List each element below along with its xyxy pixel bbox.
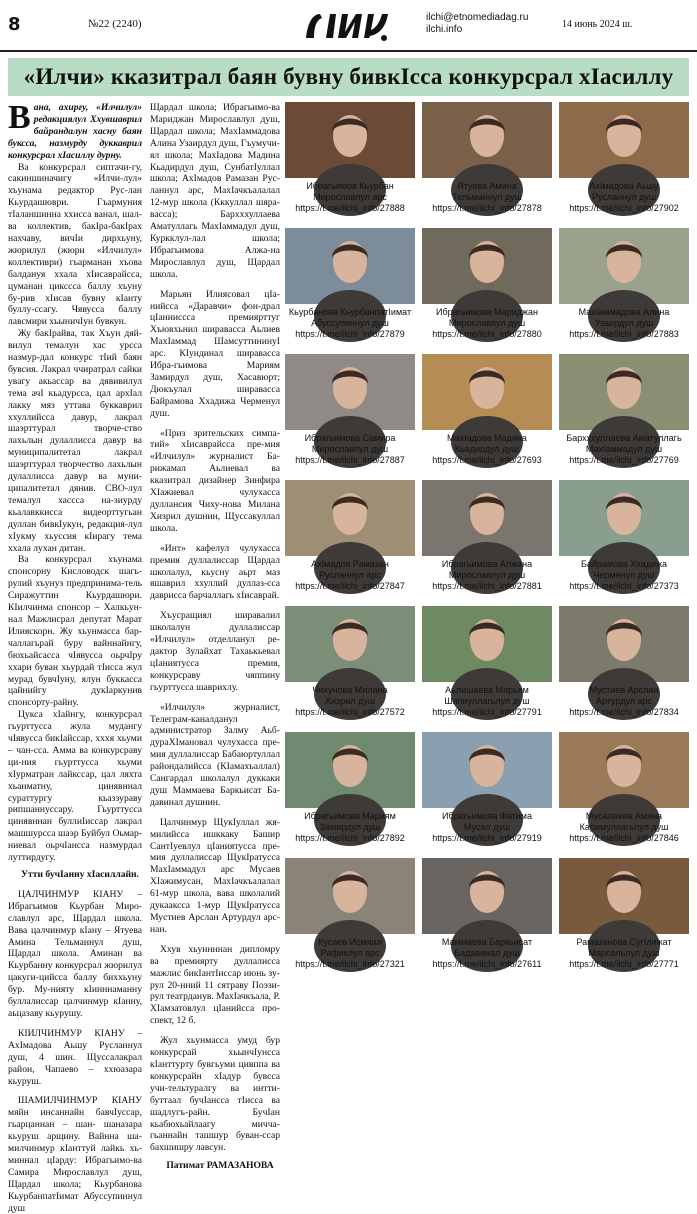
video-link[interactable]: https://t.me/ilchi_info/27902: [569, 203, 679, 213]
participant-card: [559, 606, 689, 730]
participant-photo: [559, 858, 689, 934]
participant-name: Ибрагьимова Алжана: [441, 559, 533, 569]
participant-caption: [559, 937, 689, 970]
participant-patronymic: Хизрил душ: [325, 696, 375, 706]
participant-patronymic: Каримуллагьлул душ: [579, 822, 669, 832]
participant-name: Маммаева Баркьисат: [441, 937, 533, 947]
participant-caption: [559, 685, 689, 718]
participant-card: [422, 102, 552, 226]
participant-photo: [285, 606, 415, 682]
participant-caption: [559, 181, 689, 214]
first-place-paragraph: ЦАЛЧИНМУР КӀАНУ – Ибрагьимов Кьурбан Миро-славлул арс, Щардал школа. Вава цалчинмур кӀану – Ятуева Амина Тельманнул душ, Щардал школа. Аминан ва Кьурбанну конкурсрал жюрилул цакуги-цийсса баллу биххьуну бур. Му-нияту кӀинннаманну буллалиссар цалчинмур кӀанну, аьцазаву кьурушу.: [8, 888, 142, 1019]
drop-cap: В: [8, 99, 31, 136]
paragraph: «Илчилул» журналист, Телеграм-каналданул администратор Залму Аьб-дураХӀмановал чулухасса пре-мия дуллалиссар Бабаюртуллал райондалийсса (КӀамахъаллал) Сангардал школалул дуккаки душ Маммаева Баркьисат Ба-давинал душнин.: [150, 701, 280, 808]
paragraph: Жул хьунмасса умуд бур конкурсрай хьынчӀунсса кӀанттурту бувгьуми цивппа ва конкурсрайн хӀадур бувсса учи-тельтуралгу ва интти-буттаал бучӀансса тӀисса ва шадлугъ-райн. БучӀан кьабюхьайлаагу мичча-гьаннайн ташшур буван-ссар бахшишру лавсун.: [150, 1035, 280, 1154]
participant-name: Бархххуллаева Аматуллагь: [566, 433, 682, 443]
participant-photo: [285, 354, 415, 430]
participant-card: [285, 480, 415, 604]
participant-photo: [422, 732, 552, 808]
participant-name: Байрамова Ххадижа: [580, 559, 668, 569]
video-link[interactable]: https://t.me/ilchi_info/27771: [569, 959, 679, 969]
participant-caption: [422, 433, 552, 466]
participant-caption: [422, 559, 552, 592]
participant-caption: [422, 181, 552, 214]
participant-caption: [422, 685, 552, 718]
participant-card: [559, 858, 689, 982]
participant-patronymic: Абуссупиннул душ: [311, 318, 389, 328]
participant-name: Рамазанова СугӀлижат: [576, 937, 672, 947]
participant-name: АхӀмадов Рамазан: [311, 559, 389, 569]
participant-patronymic: Шапиуллагьлул душ: [444, 696, 530, 706]
participant-name: Кьурбанова КьурбанпатӀимат: [288, 307, 412, 317]
participant-card: [559, 480, 689, 604]
video-link[interactable]: https://t.me/ilchi_info/27878: [432, 203, 542, 213]
participant-patronymic: Кьадирдул душ: [454, 444, 520, 454]
participant-name: МахӀадова Мадина: [447, 433, 527, 443]
paragraph: Ва конкурсрал хъунама спонсорну Кисловодск шагь-рулий хъунуз предпринима-тель Сиражуттин Кьурдашюри. КӀилчинма спонсор – Халкьун-нал Мажлисрал депутат Марат Илияскорн. Жу хьунмасса бар-чаллагьрай буру вайннайнгу, бюхьайсасса чӀявусса оьрчӀру ххари буван хьурдай тӀисса жул мурад бувчӀуну, ялун буккасса цайнийгу дукӀаркунив спонсорту-райну.: [8, 554, 142, 709]
participant-patronymic: Узаирдул душ: [594, 318, 654, 328]
participant-photo: [559, 228, 689, 304]
video-link[interactable]: https://t.me/ilchi_info/27834: [569, 707, 679, 717]
participant-photo: [422, 606, 552, 682]
participant-photo: [285, 480, 415, 556]
paragraph: Цалчинмур ЩукӀуллал жя-милийсса ишккаку Башир СантӀуевлул цӀаниятусса пре-мия дуллалиссар ЩукӀратусса МахӀаммадул арс Мусаев ХӀажимусан, МахӀачкъалалал 61-мур школа, вава школалий дукааксса 1-мур ЩукӀратусса Мустиев Арслан Артурдул арс-нан.: [150, 816, 280, 935]
article-lead: ана, ахирғу, «Илчилул» редакциялул Ххувшаврил байрандалун хасну баян буксса, назмурду дуккаврил конкурсрал хӀасиллу дурну.: [8, 102, 142, 161]
video-link[interactable]: https://t.me/ilchi_info/27791: [432, 707, 542, 717]
video-link[interactable]: https://t.me/ilchi_info/27883: [569, 329, 679, 339]
participant-card: [285, 858, 415, 982]
second-place-paragraph: КӀИЛЧИНМУР КӀАНУ – АхӀмадова Аьшу Русланнул душ, 4 шин. Щуссалакрал район, Чапаево – ххюазара кьуруш.: [8, 1027, 142, 1087]
participant-patronymic: Артурдул арс: [595, 696, 653, 706]
participant-caption: [285, 685, 415, 718]
participant-photo: [422, 354, 552, 430]
participant-caption: [422, 307, 552, 340]
participant-patronymic: Мирославлул душ: [448, 570, 526, 580]
participant-name: Мусалаева Амина: [585, 811, 663, 821]
participant-caption: [559, 559, 689, 592]
article-column-2: [150, 102, 281, 1172]
site-text: ilchi.info: [426, 24, 463, 35]
video-link[interactable]: https://t.me/ilchi_info/27880: [432, 329, 542, 339]
participant-patronymic: Замирдул душ: [319, 822, 381, 832]
participant-patronymic: Рафиклул арс: [320, 948, 380, 958]
third-place-paragraph: ШАМИЛЧИНМУР КӀАНУ мяйн инсаннайн бавчӀуссар, гьарцаннан – шан- шаназара кьуруш арщину. Вайнна ша-милчинмур кӀанттуй лайкь хь-миннал цӀарду: Ибрагьимо-ва Самира Мирославлул душ, Щардал школа; Кьурбанова КьурбанпатӀимат Абуссупиннул душ: [8, 1095, 142, 1214]
page-number: 8: [8, 14, 21, 35]
participant-patronymic: Мусал душ: [463, 822, 511, 832]
video-link[interactable]: https://t.me/ilchi_info/27888: [295, 203, 405, 213]
participant-photo: [559, 480, 689, 556]
participant-card: [422, 606, 552, 730]
video-link[interactable]: https://t.me/ilchi_info/27846: [569, 833, 679, 843]
participant-card: [559, 102, 689, 226]
participant-name: АхӀмадова Аьшу: [589, 181, 659, 191]
video-link[interactable]: https://t.me/ilchi_info/27611: [432, 959, 542, 969]
participant-card: [422, 354, 552, 478]
paragraph: Щардал школа; Ибрагьимо-ва Мариджан Мирославлул душ, Щардал школа; МахӀаммадова Алина Узаирдул душ, Гъумучи-ял школа; МахӀадова Мадина Кьадирдул душ, СунбатӀуллал школа; АхӀмадов Рамазан Рус-ланнул арс, МахӀачкъалалал 12-мур школа (Кккуллал шяра-васса); Бархххуллаева Аматуллагь МахӀаммадул душ, Куркклул-лал школа; Ибрагьимова Алжа-на Мирославлул душ, Щардал школа.: [150, 102, 280, 280]
participant-caption: [285, 559, 415, 592]
paragraph: Хъусращиял ширавалил школалун дуллалиссар «Илчилул» отделланул ре-дактор Зулайхат Тахаькьевал цӀаниятусса премия, конкурсраву чяппину гьурттусса шаврихлу.: [150, 610, 280, 693]
headline: «Илчи» кказитрал баян бувну бивкӀсса конкурсрал хӀасиллу: [23, 64, 674, 89]
paragraph: Марьян Илиясовал цӀа-нийсса «Даравчи» фон-драл цӀанииссса премиярттуг Хъювхьнил ширавасса Аьлиев МахӀаммад ШамсуттининуӀ арс. КӀундинал ширавасса Ибра-гьимова Мариям Замирдул душ, Хасавюрт; Дюкъулал ширавасса Байрамова Ххадижа Черменул душ.: [150, 288, 280, 419]
participant-patronymic: Русланнул душ: [591, 192, 657, 202]
participant-name: Кусаев Исмяил: [318, 937, 382, 947]
participant-caption: [422, 811, 552, 844]
participant-caption: [559, 433, 689, 466]
participant-photo: [285, 102, 415, 178]
paragraph: Цукса хӀайнгу, конкурсрал гьурттусса жула мудангу чӀявусса бикӀайссар, хххя хьуми – чан-сса. Амма ва конкурсраву ци-ния гьурттусса хьуми хӀурматран лайкссар, цал ляхта хьанматну, цинявннал сураттургу кьаззураву рипшаннуссару. Гьурттусса цинявннан буллиӀиссар лакрал машшурсса шаэр Буйбул Оьмар-ниевал оьрчӀансса назмурдал луттирдугу.: [8, 709, 142, 864]
participant-caption: [285, 307, 415, 340]
participant-name: Ибрагьимов Кьурбан: [306, 181, 394, 191]
participant-photo: [559, 354, 689, 430]
participant-card: [285, 228, 415, 352]
video-link[interactable]: https://t.me/ilchi_info/27881: [432, 581, 542, 591]
video-link[interactable]: https://t.me/ilchi_info/27892: [295, 833, 405, 843]
author-signature: Патимат РАМАЗАНОВА: [166, 1160, 274, 1172]
participant-name: Ибрагьимова Мариям: [304, 811, 396, 821]
paragraph: «Инт» кафелул чулухасса премия дуллалиссар Щардал школалул, кьусну аьрт маз яшаврил ххуллий дуллаз-сса даврисса барчаллагь хӀисаврай.: [150, 542, 280, 602]
participant-photo: [285, 228, 415, 304]
participant-card: [559, 732, 689, 856]
participant-card: [559, 354, 689, 478]
issue-date: 14 июнь 2024 ш.: [562, 19, 633, 30]
participant-photo: [559, 606, 689, 682]
participant-name: Чихунова Милана: [312, 685, 388, 695]
paragraph: Ва конкурсрал сиптачи-гу, сакиншиначигу «Илчи-лул» хъунама редактор Рус-лан Кьурдашюври. Гъармуния тӀаланшинна ххисса ванал, шал-ва коллектив, бакӀра-бакӀрах нахчаву, вичӀи дирхьуну, жюрилул (жюри «Илчилул» коллективри) гьарманан хъова балдануя ххала хӀисаврайсса, цуманан цикссса баллу хъуну бу-рив хӀисав бувну кӀанту буллу-ссагу. Чявусса баллу лавсмири хьыничӀун бувкун.: [8, 161, 142, 328]
participant-photo: [559, 102, 689, 178]
video-link[interactable]: https://t.me/ilchi_info/27847: [295, 581, 405, 591]
participant-patronymic: Мирославлул душ: [311, 444, 389, 454]
email-text: ilchi@etnomediadag.ru: [426, 12, 529, 23]
participant-photo: [422, 102, 552, 178]
article-column-1: [8, 99, 142, 1214]
video-link[interactable]: https://t.me/ilchi_info/27373: [569, 581, 679, 591]
participant-patronymic: Тельманнул душ: [452, 192, 522, 202]
participant-name: Ибрагьимова Мариджан: [436, 307, 538, 317]
participant-name: Ибрагьимова Самира: [304, 433, 396, 443]
paragraph: Жу бакӀрайва, так Хъун дяй-вилул темалун хас урсса назмур-дал конкурс тӀий баян бувсия. Лакрал ччиратрал сайки увагу акьассар ва дявивилул тема ачӀ кьадурсса, цал архӀал лакку мяз уттава буккаврил ххуллийсса давур, лакрал шаэрттурал творче-ство лахьлын дулаллисса давур ва муниципалитетал лакрал шаэрттурал творчество лахьлын дулаллисса давур ва муни-ципалитетал дянив. СВО-лул темалул хассса на-зиурду кьалавккисса видеорттугьан дуллан бивкӀукун, редакция-лул хӀукму хьусcия кӀирагу тема ххала лухан дитан.: [8, 328, 142, 554]
participant-patronymic: Марсельлул душ: [588, 948, 660, 958]
participant-photo: [422, 858, 552, 934]
paragraph: «Приз зрительских симпа-тий» хӀисаврайсса пре-мия «Илчилул» журналист Ба-рижамал Аьлиевал ва кказитрал дизайнер Зинфира ХӀажиевал чулухасса дуллансия Чиху-нова Милана Хизрил душнин, Щуссакуллал школа.: [150, 427, 280, 534]
video-link[interactable]: https://t.me/ilchi_info/27572: [295, 707, 405, 717]
participant-patronymic: МахӀаммадул душ: [585, 444, 663, 454]
participant-caption: [285, 937, 415, 970]
participant-patronymic: Бадавинал душ: [454, 948, 520, 958]
participant-caption: [559, 307, 689, 340]
participant-caption: [285, 811, 415, 844]
participant-card: [285, 606, 415, 730]
contact-info: [426, 12, 528, 36]
winners-heading: Утти бучӀанну хӀасиллайн.: [21, 869, 139, 880]
participant-card: [285, 354, 415, 478]
headline-banner: [8, 58, 689, 96]
video-link[interactable]: https://t.me/ilchi_info/27321: [295, 959, 405, 969]
participant-card: [422, 480, 552, 604]
participant-name: Ибрагьимова Фатима: [441, 811, 532, 821]
paragraph: Ххув хьуннннан дипломру ва премиярту дуллалисса мажлис бикӀантӀиссар июнь зу-рул 20-нний 11 сятраву Поэзи-рул театрданув. МахӀачкъала, Р. ХӀамзатовлул цӀанийсса про-спект, 12 б.: [150, 943, 281, 1027]
video-link[interactable]: https://t.me/ilchi_info/27769: [569, 455, 679, 465]
participant-photo: [559, 732, 689, 808]
participant-name: Аьлишаева Марьям: [445, 685, 529, 695]
participant-patronymic: Русланнул арс: [319, 570, 381, 580]
participant-photo: [422, 480, 552, 556]
participant-patronymic: Черменул душ: [593, 570, 655, 580]
participant-card: [422, 732, 552, 856]
participant-card: [285, 102, 415, 226]
participant-card: [422, 858, 552, 982]
participant-name: Ятуева Амина: [457, 181, 517, 191]
participant-name: Мустиев Арслан: [589, 685, 659, 695]
video-link[interactable]: https://t.me/ilchi_info/27887: [295, 455, 405, 465]
participant-photo: [422, 228, 552, 304]
video-link[interactable]: https://t.me/ilchi_info/27919: [432, 833, 542, 843]
participant-caption: [285, 181, 415, 214]
participant-patronymic: Мирославлул арс: [313, 192, 387, 202]
page-header: [0, 0, 697, 52]
video-link[interactable]: https://t.me/ilchi_info/27879: [295, 329, 405, 339]
issue-number: №22 (2240): [88, 18, 142, 30]
participant-caption: [559, 811, 689, 844]
participant-photo: [285, 732, 415, 808]
newspaper-logo-icon: [300, 8, 392, 44]
participant-card: [285, 732, 415, 856]
participant-caption: [285, 433, 415, 466]
video-link[interactable]: https://t.me/ilchi_info/27693: [432, 455, 542, 465]
participant-card: [422, 228, 552, 352]
participant-name: МахӀаммадова Алина: [578, 307, 670, 317]
participant-caption: [422, 937, 552, 970]
participant-photo: [285, 858, 415, 934]
participant-patronymic: Мирославлул душ: [448, 318, 526, 328]
participant-card: [559, 228, 689, 352]
